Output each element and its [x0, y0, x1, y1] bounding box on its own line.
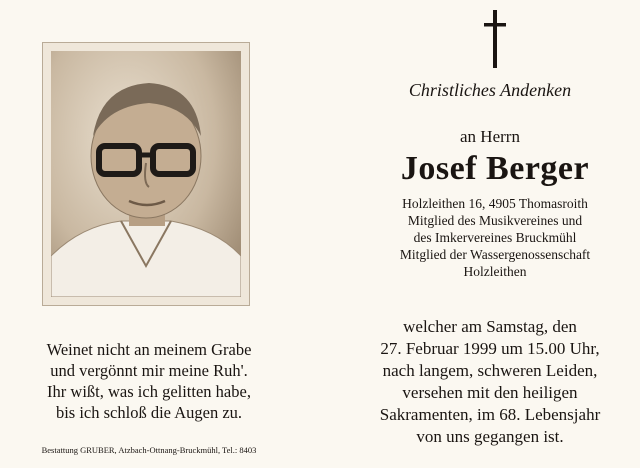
poem-line: und vergönnt mir meine Ruh'. — [50, 361, 248, 380]
announcement-line: versehen mit den heiligen — [402, 383, 578, 402]
portrait-frame — [42, 42, 250, 306]
announcement-line: Sakramenten, im 68. Lebensjahr — [379, 405, 601, 424]
deceased-details — [350, 195, 640, 280]
salutation: an Herrn — [460, 127, 520, 146]
portrait-photo — [51, 51, 241, 297]
detail-line: Holzleithen 16, 4905 Thomasroith — [402, 196, 588, 211]
detail-line: Mitglied des Musikvereines und — [407, 213, 583, 228]
detail-line: Mitglied der Wassergenossenschaft — [399, 247, 591, 262]
funeral-home-imprint: Bestattung GRUBER, Atzbach-Ottnang-Bruckmühl, Tel.: 8403 — [41, 445, 257, 455]
announcement-line: 27. Februar 1999 um 15.00 Uhr, — [380, 339, 600, 358]
memorial-poem — [20, 339, 278, 423]
poem-line: Weinet nicht an meinem Grabe — [46, 340, 252, 359]
cross-icon — [482, 10, 508, 68]
portrait-illustration — [51, 51, 241, 297]
detail-line: des Imkervereines Bruckmühl — [413, 230, 577, 245]
announcement-line: nach langem, schweren Leiden, — [382, 361, 598, 380]
poem-line: bis ich schloß die Augen zu. — [55, 403, 243, 422]
death-announcement — [340, 316, 640, 448]
announcement-line: von uns gegangen ist. — [416, 427, 564, 446]
announcement-line: welcher am Samstag, den — [403, 317, 577, 336]
detail-line: Holzleithen — [463, 264, 527, 279]
deceased-name: Josef Berger — [400, 150, 590, 187]
card-heading: Christliches Andenken — [408, 80, 572, 100]
poem-line: Ihr wißt, was ich gelitten habe, — [47, 382, 251, 401]
